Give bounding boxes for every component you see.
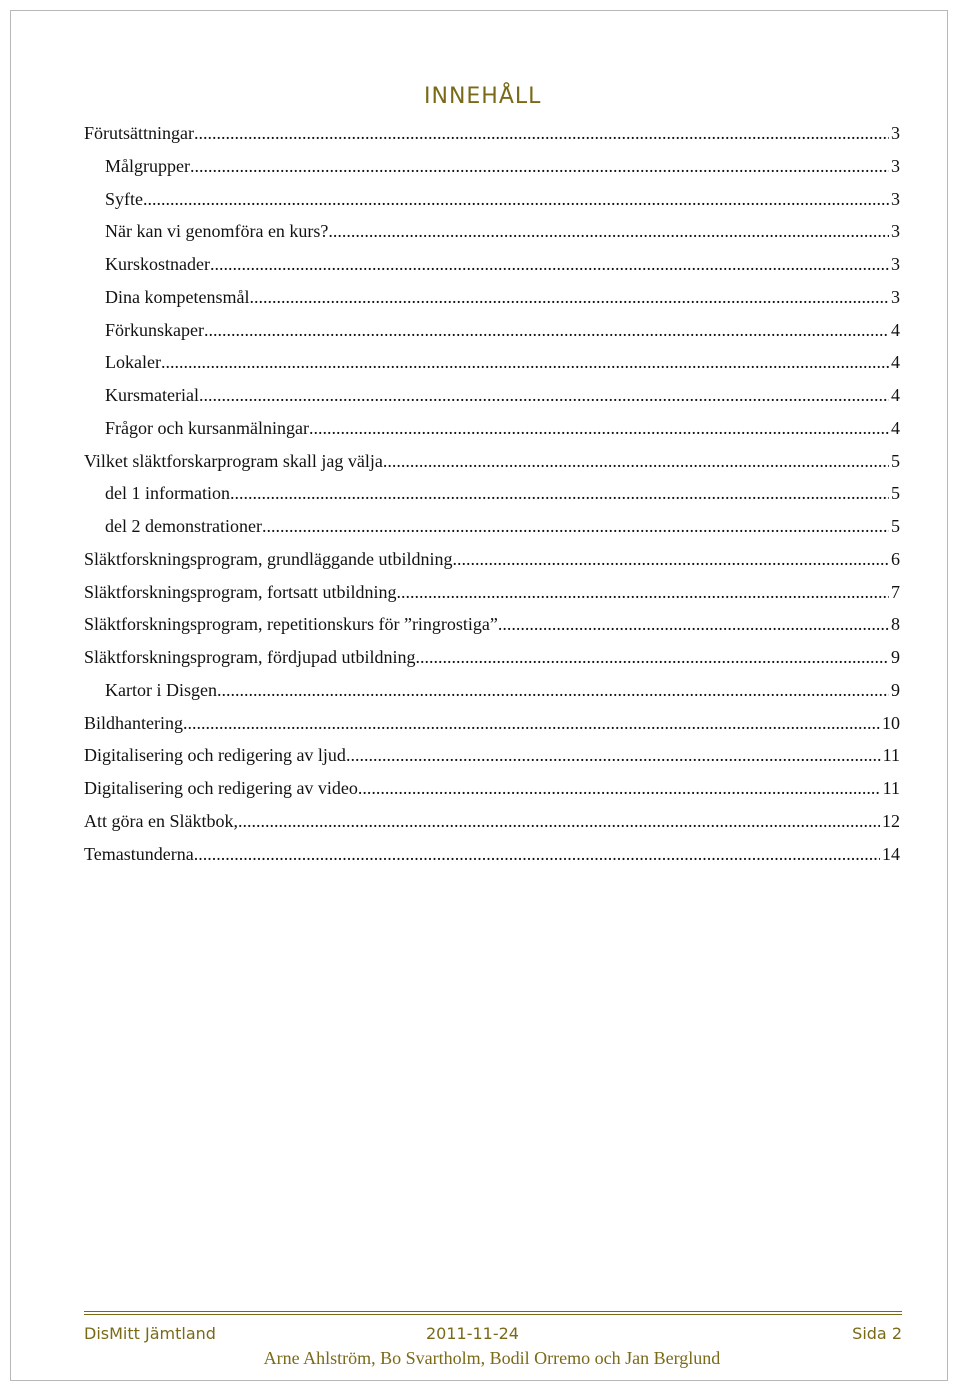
toc-entry-page: 5 <box>891 516 900 536</box>
footer-date: 2011-11-24 <box>426 1324 519 1343</box>
toc-dot-leader <box>199 379 889 412</box>
toc-entry-title: Dina kompetensmål <box>105 286 250 307</box>
toc-dot-leader <box>498 608 889 641</box>
footer-authors: Arne Ahlström, Bo Svartholm, Bodil Orremo och Jan Berglund <box>263 1348 721 1368</box>
toc-entry-title: Förkunskaper <box>105 319 204 340</box>
toc-entry-page: 5 <box>891 450 900 471</box>
toc-entry-title: Att göra en Släktbok, <box>84 810 238 831</box>
toc-entry-title: Släktforskningsprogram, grundläggande utbildning <box>84 548 453 569</box>
toc-entry-title: När kan vi genomföra en kurs? <box>105 221 329 242</box>
toc-entry[interactable] <box>84 346 900 379</box>
toc-entry-title: Släktforskningsprogram, fortsatt utbildning <box>84 581 397 602</box>
toc-entry[interactable] <box>84 477 900 510</box>
toc-entry[interactable] <box>84 838 900 871</box>
toc-entry[interactable] <box>84 674 900 707</box>
toc-entry[interactable] <box>84 772 900 805</box>
toc-entry-page: 3 <box>891 254 900 274</box>
toc-dot-leader <box>217 674 889 707</box>
toc-entry-title: Kursmaterial <box>105 385 199 405</box>
toc-entry-page: 4 <box>891 319 900 340</box>
toc-entry[interactable] <box>84 412 900 445</box>
toc-entry-title: Digitalisering och redigering av video <box>84 778 358 798</box>
toc-entry-title: Bildhantering <box>84 712 183 733</box>
toc-entry[interactable] <box>84 281 900 314</box>
toc-entry-title: del 1 information <box>105 483 230 504</box>
footer-page-label: Sida 2 <box>852 1324 902 1343</box>
toc-entry-page: 7 <box>891 581 900 602</box>
toc-entry-page: 3 <box>891 155 900 176</box>
toc-entry-title: Förutsättningar <box>84 123 194 143</box>
toc-entry[interactable] <box>84 739 900 772</box>
toc-dot-leader <box>387 445 889 478</box>
toc-entry-title: Målgrupper <box>105 155 190 176</box>
toc-dot-leader <box>452 543 889 576</box>
toc-dot-leader <box>262 510 889 543</box>
toc-entry-title: Kartor i Disgen <box>105 679 217 700</box>
toc-entry[interactable] <box>84 805 900 838</box>
footer-organization: DisMitt Jämtland <box>84 1324 216 1343</box>
toc-dot-leader <box>249 281 889 314</box>
toc-entry-page: 10 <box>882 712 900 733</box>
toc-entry-page: 9 <box>891 647 900 667</box>
toc-entry-page: 11 <box>882 778 900 798</box>
toc-entry[interactable] <box>84 150 900 183</box>
toc-heading: INNEHÅLL <box>424 84 542 109</box>
toc-entry[interactable] <box>84 510 900 543</box>
toc-dot-leader <box>210 248 889 281</box>
toc-entry-title: Digitalisering och redigering av ljud <box>84 745 346 766</box>
toc-dot-leader <box>238 805 880 838</box>
toc-entry-title: Vilket släktforskarprogram skall jag välja. <box>84 450 388 471</box>
toc-dot-leader <box>194 838 880 871</box>
toc-entry-page: 3 <box>891 188 900 209</box>
toc-dot-leader <box>143 183 889 216</box>
toc-entry-page: 3 <box>891 286 900 307</box>
toc-dot-leader <box>190 150 889 183</box>
toc-entry-title: Temastunderna <box>84 843 194 864</box>
toc-entry[interactable] <box>84 707 900 740</box>
toc-entry-page: 4 <box>891 385 900 405</box>
toc-dot-leader <box>161 346 889 379</box>
toc-dot-leader <box>309 412 889 445</box>
toc-entry-page: 6 <box>891 548 900 569</box>
toc-dot-leader <box>358 772 881 805</box>
toc-dot-leader <box>396 576 889 609</box>
footer-rule <box>84 1311 902 1315</box>
toc-entry[interactable] <box>84 576 900 609</box>
toc-entry[interactable] <box>84 248 900 281</box>
toc-dot-leader <box>230 477 889 510</box>
toc-entry-page: 3 <box>891 221 900 242</box>
toc-entry[interactable] <box>84 183 900 216</box>
toc-dot-leader <box>204 314 889 347</box>
toc-entry[interactable] <box>84 641 900 674</box>
toc-entry-title: Syfte <box>105 188 143 209</box>
toc-entry-page: 8 <box>891 614 900 635</box>
toc-entry-page: 3 <box>891 123 900 143</box>
toc-dot-leader <box>183 707 880 740</box>
footer <box>84 1324 902 1346</box>
toc-entry-title: Släktforskningsprogram, repetitionskurs för ”ringrostiga” <box>84 614 498 635</box>
toc-entry-title: Kurskostnader <box>105 254 210 274</box>
toc-entry[interactable] <box>84 608 900 641</box>
toc-entry[interactable] <box>84 543 900 576</box>
toc-entry-page: 11 <box>882 745 900 766</box>
toc-entry-page: 9 <box>891 679 900 700</box>
toc-entry-page: 4 <box>891 352 900 373</box>
toc-entry[interactable] <box>84 379 900 412</box>
table-of-contents <box>84 117 900 870</box>
toc-dot-leader <box>346 739 881 772</box>
toc-entry-page: 5 <box>891 483 900 504</box>
toc-entry-title: Släktforskningsprogram, fördjupad utbildning <box>84 647 416 667</box>
toc-dot-leader <box>194 117 889 150</box>
toc-entry-page: 4 <box>891 417 900 438</box>
toc-entry-title: Frågor och kursanmälningar <box>105 417 309 438</box>
toc-entry-title: Lokaler <box>105 352 161 373</box>
toc-entry[interactable] <box>84 314 900 347</box>
toc-entry-page: 12 <box>882 810 900 831</box>
toc-entry[interactable] <box>84 117 900 150</box>
toc-entry-title: del 2 demonstrationer <box>105 516 262 536</box>
toc-dot-leader <box>415 641 889 674</box>
toc-entry-page: 14 <box>882 843 900 864</box>
toc-dot-leader <box>328 215 889 248</box>
toc-entry[interactable] <box>84 215 900 248</box>
toc-entry[interactable] <box>84 445 900 478</box>
